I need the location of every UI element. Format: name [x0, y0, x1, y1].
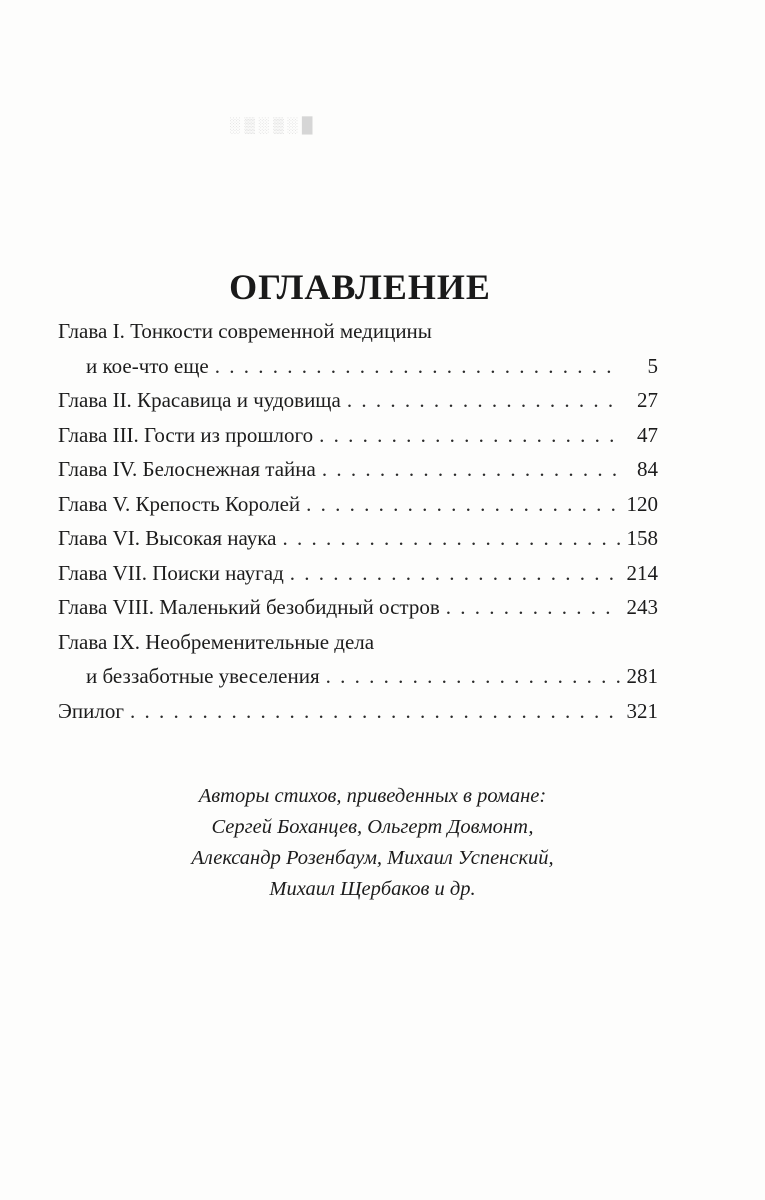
toc-page-number: 5 — [647, 353, 658, 378]
toc-entry-title: Глава I. Тонкости современной медицины — [58, 319, 432, 343]
toc-entry-title: Глава VIII. Маленький безобидный остров — [58, 595, 440, 619]
toc-entry-title: Глава III. Гости из прошлого — [58, 422, 314, 447]
toc-page-number: 120 — [626, 491, 658, 516]
toc-entry-title: и беззаботные увеселения — [86, 664, 320, 688]
dot-leader — [319, 418, 622, 453]
dot-leader — [215, 349, 622, 384]
toc-entry — [58, 349, 658, 384]
toc-entry-title: Глава IV. Белоснежная тайна — [58, 457, 316, 481]
toc-entry-title: Эпилог — [58, 698, 124, 723]
toc-page-number: 158 — [626, 526, 658, 550]
toc-page-number: 47 — [637, 422, 658, 447]
toc-entry — [58, 521, 658, 556]
toc-entry — [58, 383, 658, 418]
toc-entry-title: Глава IX. Необременительные дела — [58, 629, 375, 654]
dot-leader — [446, 590, 621, 625]
toc-entry-title: Глава V. Крепость Королей — [58, 491, 301, 516]
toc-entry-title: и кое-что еще — [86, 353, 209, 378]
toc-page-number: 214 — [626, 560, 658, 585]
toc-entry-title: Глава VII. Поиски наугад — [58, 560, 284, 585]
authors-line: Сергей Боханцев, Ольгерт Довмонт, — [211, 816, 534, 838]
authors-line: Александр Розенбаум, Михаил Успенский, — [191, 847, 554, 869]
authors-line: Авторы стихов, приведенных в романе: — [198, 785, 547, 807]
toc-entry — [58, 625, 658, 660]
toc-page-number: 27 — [637, 388, 658, 412]
toc-page-number: 281 — [626, 664, 658, 688]
toc-page-number: 243 — [626, 595, 658, 619]
dot-leader — [130, 694, 621, 729]
dot-leader — [290, 556, 621, 591]
toc-entry-title: Глава VI. Высокая наука — [58, 526, 277, 550]
toc-entry — [58, 590, 658, 625]
dot-leader — [347, 383, 622, 418]
toc-entry-title: Глава II. Красавица и чудовища — [58, 388, 341, 412]
toc-entry — [58, 694, 658, 729]
dot-leader — [326, 659, 621, 694]
poem-authors-note — [0, 781, 745, 905]
table-of-contents — [58, 314, 658, 728]
toc-entry — [58, 452, 658, 487]
dot-leader — [322, 452, 622, 487]
toc-entry — [58, 314, 658, 349]
authors-line: Михаил Щербаков и др. — [269, 878, 476, 900]
page-title: ОГЛАВЛЕНИЕ — [229, 267, 491, 308]
toc-entry — [58, 556, 658, 591]
toc-entry — [58, 659, 658, 694]
toc-entry — [58, 487, 658, 522]
toc-entry — [58, 418, 658, 453]
dot-leader — [306, 487, 620, 522]
toc-page-number: 84 — [637, 457, 658, 481]
dot-leader — [282, 521, 620, 556]
toc-page-number: 321 — [626, 698, 658, 723]
show-through-text: █ ░ ▒ ░ ▒ ░ — [230, 118, 313, 134]
